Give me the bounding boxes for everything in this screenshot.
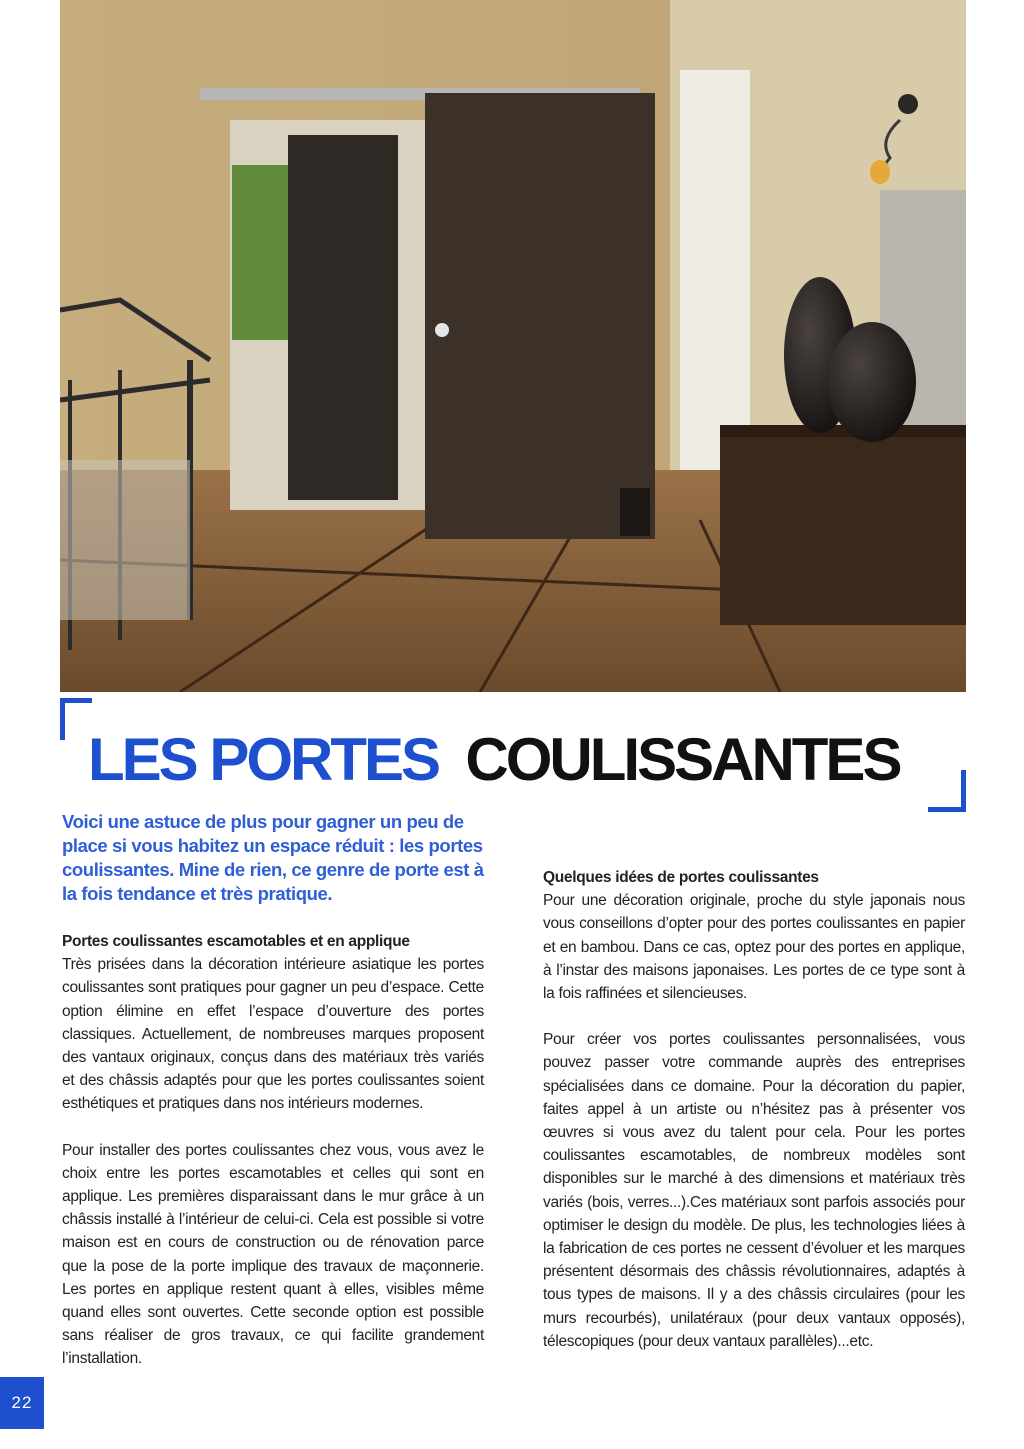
hero-photo bbox=[60, 0, 966, 692]
page-number: 22 bbox=[0, 1377, 44, 1429]
title-space bbox=[438, 726, 465, 793]
left-paragraph: Pour installer des portes coulissantes chez vous, vous avez le choix entre les portes escamotables et celles qui sont en applique. Les premières disparaissant dans le mur grâce à un châssis installé à l’intérieur de celui-ci. Cela est possible si votre maison est en cours de construction ou de rénovation parce que la pose de la porte implique des travaux de maçonnerie. Les portes en applique restent quant à elles, visibles même quand elles sont ouvertes. Cette seconde option est possible sans réaliser de gros travaux, ce qui facilite grandement l’installation. bbox=[62, 1141, 484, 1368]
title-bracket-bottom-right bbox=[928, 770, 966, 812]
sliding-door-interior-illustration bbox=[60, 0, 966, 692]
title-part-blue: LES PORTES bbox=[88, 726, 439, 793]
right-paragraph: Pour créer vos portes coulissantes personnalisées, vous pouvez passer votre commande auprès des entreprises spécialisées dans ce domaine. Pour la décoration du papier, faites appel à un artiste ou n’hésitez pas à présenter vos œuvres si vous avez du talent pour cela. Pour les portes coulissantes escamotables, de nombreux modèles sont disponibles sur le marché à des dimensions et matériaux très variés (bois, verres...).Ces matériaux sont parfois associés pour optimiser le design du modèle. De plus, les technologies liées à la fabrication de ces portes ne cessent d’évoluer et les marques présentent désormais des châssis révolutionnaires, adaptés à tous types de maisons. Il y a des châssis circulaires (pour les murs recourbés), unilatéraux (pour deux vantaux opposés), télescopiques (pour deux vantaux parallèles)...etc. bbox=[543, 1031, 965, 1350]
title-part-black: COULISSANTES bbox=[465, 726, 900, 793]
left-column-heading: Portes coulissantes escamotables et en applique bbox=[62, 933, 410, 950]
left-column bbox=[62, 930, 484, 1394]
right-column bbox=[543, 866, 965, 1376]
page-title bbox=[88, 722, 899, 798]
right-column-heading: Quelques idées de portes coulissantes bbox=[543, 869, 819, 886]
lead-paragraph: Voici une astuce de plus pour gagner un peu de place si vous habitez un espace réduit : les portes coulissantes. Mine de rien, ce genre de porte est à la fois tendance et très pratique. bbox=[62, 811, 484, 904]
left-paragraph: Très prisées dans la décoration intérieure asiatique les portes coulissantes sont pratiques pour gagner un peu d’espace. Cette option élimine en effet l’espace d’ouverture des portes classiques. Actuellement, de nombreuses marques proposent des vantaux originaux, conçus dans des matériaux très variés et des châssis adaptés pour que les portes coulissantes soient esthétiques et pratiques dans nos intérieurs modernes. bbox=[62, 956, 484, 1113]
right-paragraph: Pour une décoration originale, proche du style japonais nous vous conseillons d’opter pour des portes coulissantes en papier et en bambou. Dans ce cas, optez pour des portes en applique, à l’instar des maisons japonaises. Les portes de ce type sont à la fois raffinées et silencieuses. bbox=[543, 892, 965, 1003]
